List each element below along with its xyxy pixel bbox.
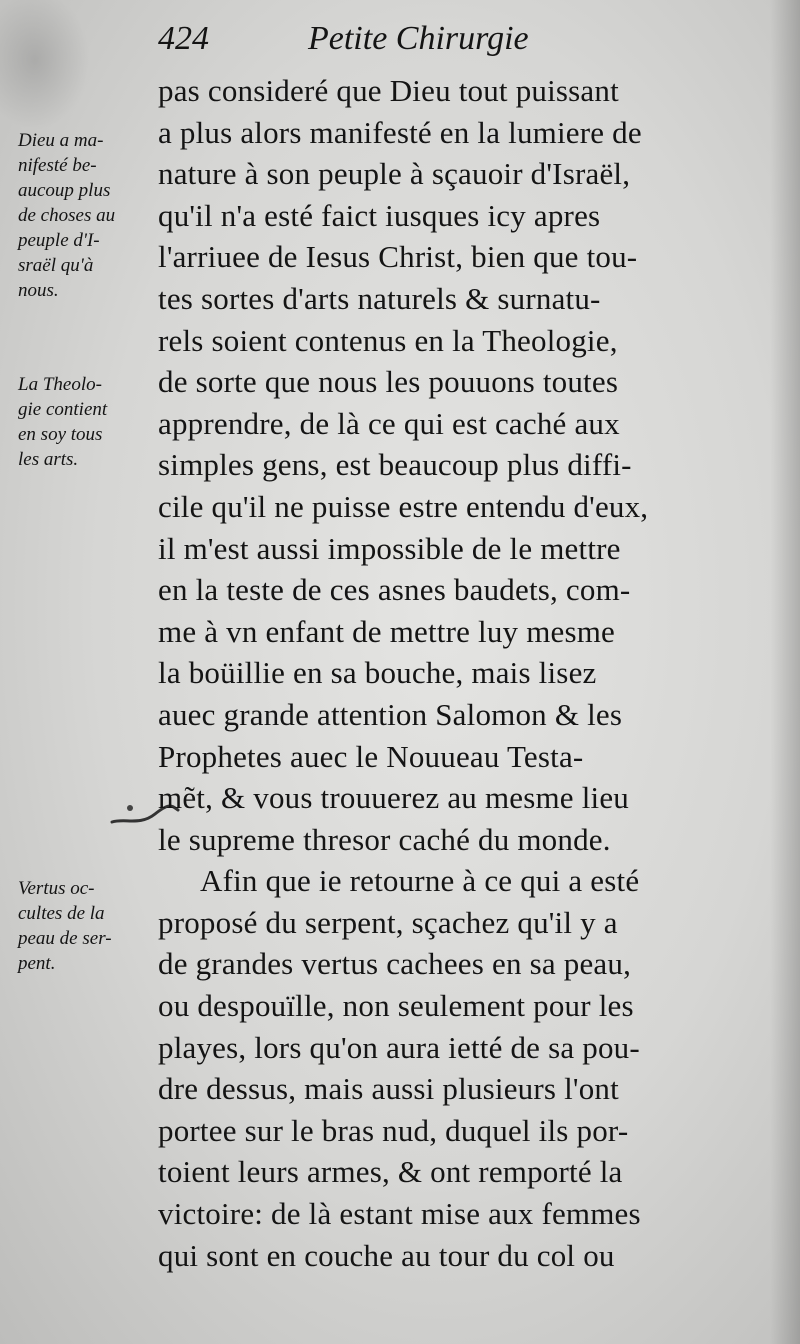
body-text xyxy=(158,70,718,1276)
text-line: auec grande attention Salomon & les xyxy=(158,696,623,732)
marginal-note-line: peau de ser- xyxy=(18,928,112,949)
text-line: portee sur le bras nud, duquel ils por- xyxy=(158,1112,629,1148)
text-line: victoire: de là estant mise aux femmes xyxy=(158,1196,641,1232)
text-line: nature à son peuple à sçauoir d'Israël, xyxy=(158,156,631,192)
marginal-note-line: Vertus oc- xyxy=(18,878,95,899)
marginal-note-revelation xyxy=(18,128,154,303)
text-line: a plus alors manifesté en la lumiere de xyxy=(158,114,642,150)
running-title: Petite Chirurgie xyxy=(308,20,529,57)
text-line: proposé du serpent, sçachez qu'il y a xyxy=(158,904,618,940)
text-line: simples gens, est beaucoup plus diffi- xyxy=(158,447,632,483)
text-line: il m'est aussi impossible de le mettre xyxy=(158,530,621,566)
marginal-note-line: nous. xyxy=(18,280,59,301)
marginal-note-line: les arts. xyxy=(18,449,79,470)
text-line: le supreme thresor caché du monde. xyxy=(158,821,611,857)
text-line: ou despouïlle, non seulement pour les xyxy=(158,988,634,1024)
marginal-note-line: cultes de la xyxy=(18,903,105,924)
text-line: me à vn enfant de mettre luy mesme xyxy=(158,613,615,649)
text-line: tes sortes d'arts naturels & surnatu- xyxy=(158,280,601,316)
text-line: apprendre, de là ce qui est caché aux xyxy=(158,405,620,441)
marginal-note-line: sraël qu'à xyxy=(18,255,94,276)
text-line: qui sont en couche au tour du col ou xyxy=(158,1237,615,1273)
page-number: 424 xyxy=(158,20,209,57)
text-line: Prophetes auec le Nouueau Testa- xyxy=(158,738,584,774)
marginal-note-line: peuple d'I- xyxy=(18,230,100,251)
marginal-note-line: en soy tous xyxy=(18,424,103,445)
text-line: de grandes vertus cachees en sa peau, xyxy=(158,946,632,982)
text-line: qu'il n'a esté faict iusques icy apres xyxy=(158,197,601,233)
paper-stain xyxy=(0,0,90,130)
marginal-note-line: de choses au xyxy=(18,205,116,226)
text-line: cile qu'il ne puisse estre entendu d'eux, xyxy=(158,488,649,524)
marginal-note-serpent-skin xyxy=(18,876,154,976)
text-line: dre dessus, mais aussi plusieurs l'ont xyxy=(158,1071,619,1107)
text-line: playes, lors qu'on aura ietté de sa pou- xyxy=(158,1029,640,1065)
text-line: la boüillie en sa bouche, mais lisez xyxy=(158,655,597,691)
text-line: mẽt, & vous trouuerez au mesme lieu xyxy=(158,780,630,816)
text-line: en la teste de ces asnes baudets, com- xyxy=(158,572,631,608)
text-line: l'arriuee de Iesus Christ, bien que tou- xyxy=(158,239,638,275)
page-header xyxy=(158,16,718,66)
text-line: de sorte que nous les pouuons toutes xyxy=(158,364,619,400)
marginal-note-line: nifesté be- xyxy=(18,155,97,176)
marginal-note-theology xyxy=(18,372,154,472)
text-line: pas consideré que Dieu tout puissant xyxy=(158,73,619,108)
marginal-note-line: gie contient xyxy=(18,399,108,420)
text-line: toient leurs armes, & ont remporté la xyxy=(158,1154,623,1190)
paragraph-start-line: Afin que ie retourne à ce qui a esté xyxy=(200,863,640,899)
marginal-note-line: pent. xyxy=(18,953,56,974)
page-edge-shadow xyxy=(770,0,800,1344)
marginal-note-line: aucoup plus xyxy=(18,180,111,201)
marginal-note-line: Dieu a ma- xyxy=(18,130,104,151)
text-line: rels soient contenus en la Theologie, xyxy=(158,322,618,358)
marginal-note-line: La Theolo- xyxy=(18,374,102,395)
